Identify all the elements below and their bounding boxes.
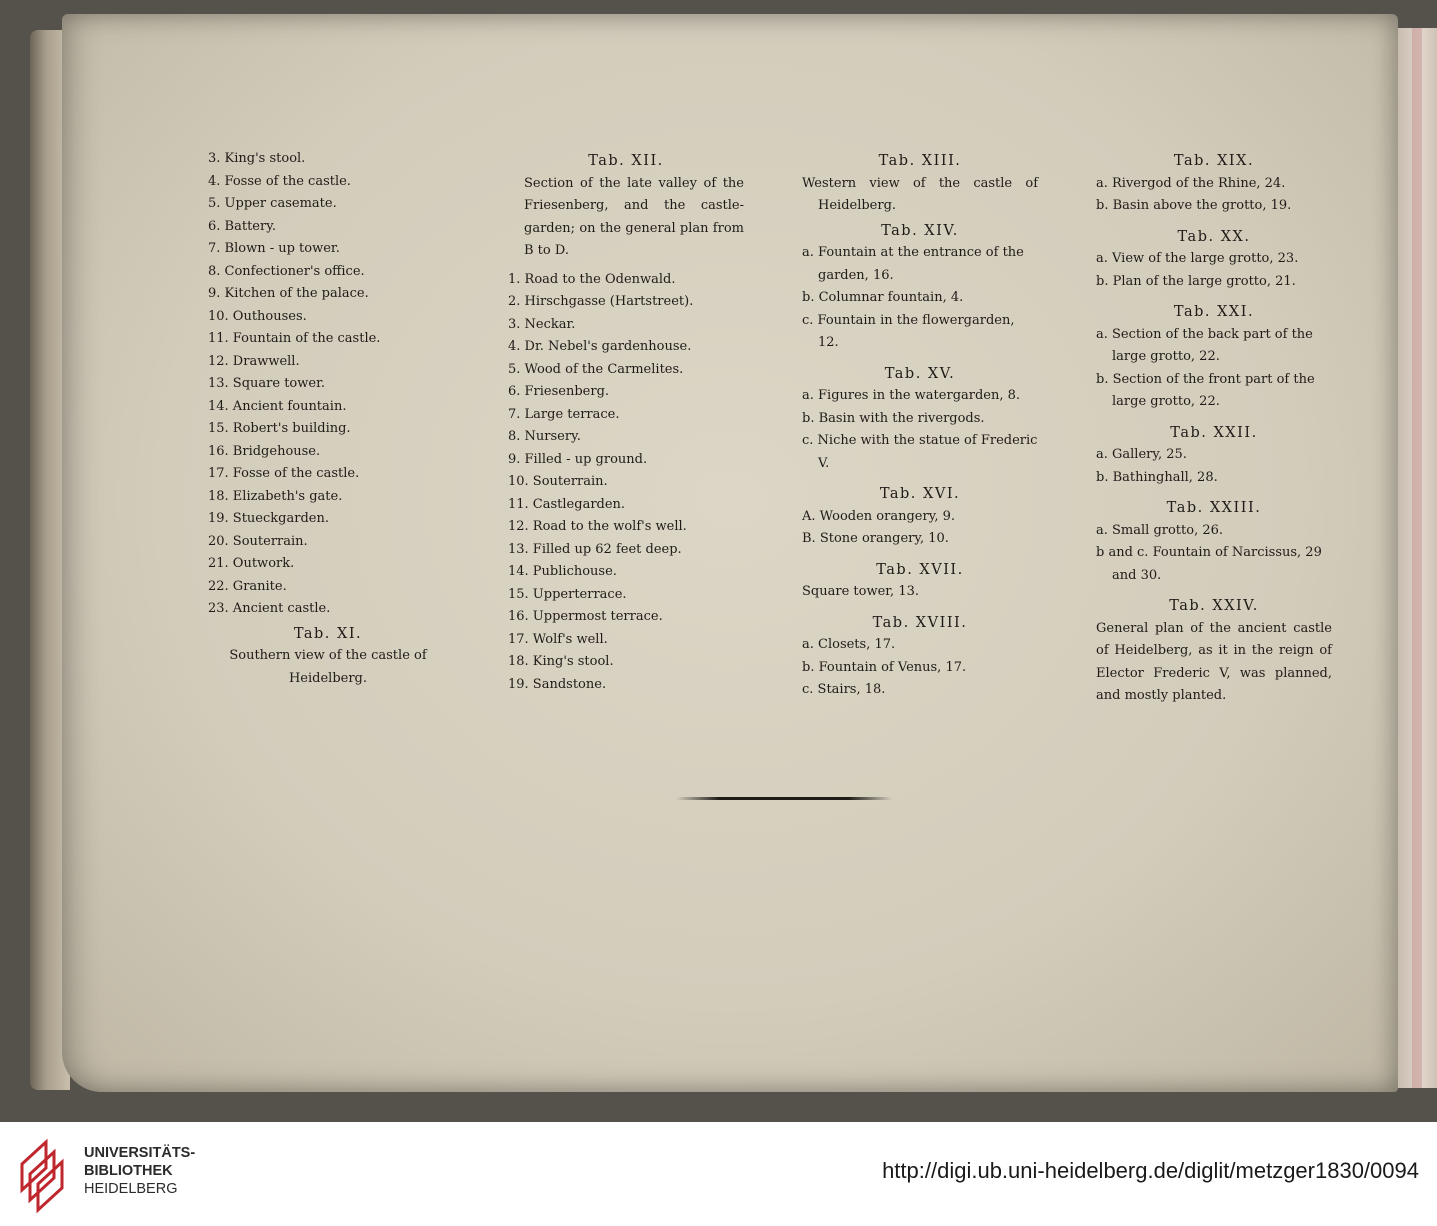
tab-xxi-list (1096, 324, 1332, 414)
tab-xix-heading: Tab. XIX. (1173, 153, 1255, 169)
tab-xxiii-list (1096, 520, 1332, 588)
legend-item: b. Basin with the rivergods. (802, 410, 985, 426)
legend-item: 17. Wolf's well. (508, 631, 608, 647)
legend-item: 21. Outwork. (208, 556, 295, 571)
legend-item: c. Stairs, 18. (802, 682, 886, 697)
legend-item: b. Bathinghall, 28. (1096, 469, 1218, 485)
tab-xviii-list (802, 634, 1038, 702)
legend-item: 9. Filled - up ground. (508, 451, 648, 467)
tab-xiv-list (802, 242, 1038, 355)
legend-item: 15. Upperterrace. (508, 586, 627, 602)
legend-item: 8. Nursery. (508, 429, 581, 444)
tab-xi-heading: Tab. XI. (293, 625, 363, 642)
legend-item: 14. Ancient fountain. (208, 398, 347, 414)
legend-item: 15. Robert's building. (208, 421, 351, 436)
legend-item: 6. Battery. (208, 218, 276, 234)
legend-item: 14. Publichouse. (508, 564, 617, 579)
tab-xvii-heading: Tab. XVII. (876, 561, 964, 578)
legend-item: c. Niche with the statue of Frederic V. (802, 433, 1038, 471)
library-logo-text (84, 1144, 195, 1198)
column-1 (208, 148, 448, 690)
tab-xi-text: Southern view of the castle of Heidelberg. (229, 648, 427, 686)
legend-item: a. Fountain at the entrance of the garden, 16. (802, 245, 1024, 283)
legend-item: 3. King's stool. (208, 151, 306, 166)
library-footer (0, 1122, 1437, 1226)
tab-xxii-list (1096, 444, 1332, 489)
tab-xii-text: Section of the late valley of the Friesenberg, and the castle-garden; on the general plan from B to D. (524, 175, 744, 258)
legend-item: 1. Road to the Odenwald. (508, 271, 676, 287)
legend-item: 19. Stueckgarden. (208, 511, 329, 526)
legend-item: 7. Blown - up tower. (208, 241, 340, 256)
legend-item: B. Stone orangery, 10. (802, 531, 949, 546)
legend-item: 3. Neckar. (508, 316, 576, 332)
logo-line-2: BIBLIOTHEK (84, 1163, 173, 1179)
tab-xiii-text: Western view of the castle of Heidelberg. (802, 175, 1038, 213)
legend-item: 19. Sandstone. (508, 676, 607, 692)
legend-item: a. Rivergod of the Rhine, 24. (1096, 175, 1286, 191)
legend-item: 22. Granite. (208, 578, 287, 594)
legend-item: 17. Fosse of the castle. (208, 466, 360, 481)
legend-item: b. Section of the front part of the large grotto, 22. (1096, 371, 1315, 409)
legend-item: 23. Ancient castle. (208, 601, 331, 616)
tab-xxiv-text: General plan of the ancient castle of Heidelberg, as it in the reign of Elector Frederic V, was planned, and mostly planted. (1096, 620, 1332, 703)
tab-xix-list (1096, 173, 1332, 218)
legend-item: 11. Castlegarden. (508, 496, 626, 512)
legend-item: b and c. Fountain of Narcissus, 29 and 30. (1096, 545, 1322, 583)
tab-xiv-heading: Tab. XIV. (881, 222, 959, 239)
legend-list-col1 (208, 148, 448, 621)
logo-line-1: UNIVERSITÄTS- (84, 1145, 196, 1161)
tab-xvi-list (802, 506, 1038, 551)
legend-item: 4. Fosse of the castle. (208, 173, 351, 189)
legend-item: b. Basin above the grotto, 19. (1096, 198, 1292, 213)
logo-line-3: HEIDELBERG (84, 1181, 178, 1197)
legend-item: 8. Confectioner's office. (208, 263, 365, 279)
tab-xviii-heading: Tab. XVIII. (872, 614, 968, 631)
library-logo-icon (16, 1134, 78, 1214)
tab-xxiii-heading: Tab. XXIII. (1166, 500, 1262, 516)
legend-item: 10. Outhouses. (208, 308, 307, 324)
legend-item: b. Columnar fountain, 4. (802, 290, 964, 305)
legend-list-col2 (508, 269, 744, 697)
legend-item: b. Fountain of Venus, 17. (802, 659, 967, 675)
column-3 (802, 148, 1038, 702)
legend-item: 2. Hirschgasse (Hartstreet). (508, 294, 694, 309)
tab-xxi-heading: Tab. XXI. (1173, 304, 1255, 320)
legend-item: 13. Square tower. (208, 376, 325, 391)
tab-xxii-heading: Tab. XXII. (1170, 424, 1258, 441)
tab-xvii-text: Square tower, 13. (802, 584, 919, 599)
legend-item: 10. Souterrain. (508, 474, 608, 489)
legend-item: 4. Dr. Nebel's gardenhouse. (508, 339, 692, 354)
legend-item: 12. Road to the wolf's well. (508, 519, 687, 534)
legend-item: c. Fountain in the flowergarden, 12. (802, 312, 1015, 350)
legend-item: a. View of the large grotto, 23. (1096, 251, 1299, 266)
legend-item: 18. King's stool. (508, 654, 614, 669)
legend-item: 12. Drawwell. (208, 353, 300, 369)
tab-xv-list (802, 385, 1038, 475)
legend-item: a. Section of the back part of the large grotto, 22. (1096, 326, 1313, 364)
tab-xii-heading: Tab. XII. (588, 153, 664, 169)
legend-item: 6. Friesenberg. (508, 384, 610, 399)
tab-xvi-heading: Tab. XVI. (879, 486, 961, 502)
legend-item: 11. Fountain of the castle. (208, 331, 381, 346)
facing-page-edge (1398, 28, 1437, 1088)
legend-item: a. Gallery, 25. (1096, 447, 1187, 462)
legend-item: a. Closets, 17. (802, 637, 896, 652)
legend-item: 16. Bridgehouse. (208, 443, 321, 459)
column-2 (508, 148, 744, 696)
end-rule-ornament (676, 797, 892, 800)
tab-xx-list (1096, 248, 1332, 293)
legend-item: 13. Filled up 62 feet deep. (508, 541, 682, 557)
legend-item: A. Wooden orangery, 9. (802, 508, 955, 524)
tab-xxiv-heading: Tab. XXIV. (1169, 598, 1259, 614)
legend-item: 16. Uppermost terrace. (508, 609, 663, 624)
tab-xv-heading: Tab. XV. (884, 365, 956, 382)
legend-item: 18. Elizabeth's gate. (208, 488, 343, 504)
tab-xx-heading: Tab. XX. (1177, 228, 1251, 245)
legend-item: 9. Kitchen of the palace. (208, 286, 369, 301)
column-4 (1096, 148, 1332, 708)
legend-item: b. Plan of the large grotto, 21. (1096, 273, 1296, 289)
legend-item: 5. Wood of the Carmelites. (508, 361, 684, 377)
legend-item: 5. Upper casemate. (208, 196, 337, 211)
tab-xiii-heading: Tab. XIII. (878, 153, 962, 169)
legend-item: 7. Large terrace. (508, 406, 620, 422)
legend-item: 20. Souterrain. (208, 533, 308, 549)
legend-item: a. Small grotto, 26. (1096, 522, 1224, 538)
legend-item: a. Figures in the watergarden, 8. (802, 388, 1021, 403)
permalink-url[interactable]: http://digi.ub.uni-heidelberg.de/diglit/metzger1830/0094 (882, 1158, 1419, 1183)
